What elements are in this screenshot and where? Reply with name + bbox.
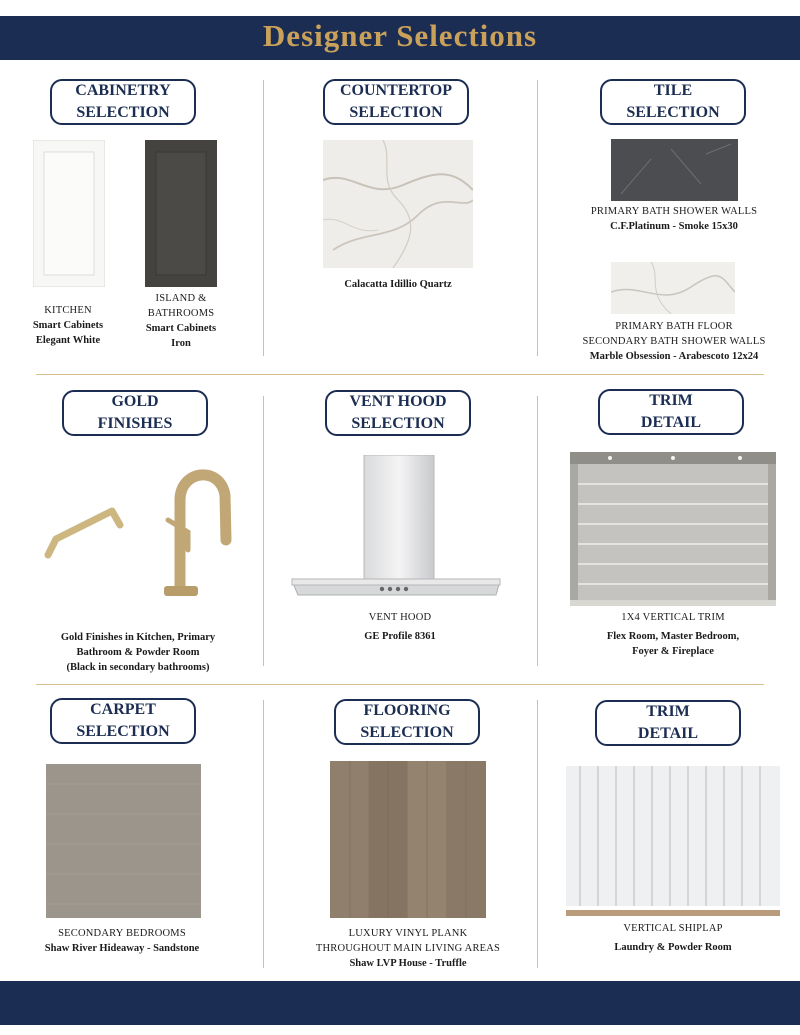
shiplap-caption — [566, 921, 780, 955]
label-line: SELECTION — [351, 415, 445, 432]
label-line: CABINETRY — [75, 82, 171, 99]
shower-tile-caption — [568, 204, 780, 234]
column-divider — [263, 396, 264, 666]
caption-line: SECONDARY BEDROOMS — [58, 928, 186, 939]
label-line: SELECTION — [76, 723, 170, 740]
column-divider — [537, 396, 538, 666]
caption-bold: Smart Cabinets — [145, 323, 217, 334]
caption-bold: Gold Finishes in Kitchen, Primary — [60, 632, 216, 643]
label-line: TRIM — [646, 703, 690, 720]
iron-cabinet-door-swatch — [145, 140, 217, 287]
caption-line: BATHROOMS — [147, 308, 215, 319]
label-line: DETAIL — [640, 414, 702, 431]
caption-bold: Shaw River Hideaway - Sandstone — [44, 943, 200, 954]
label-line: TRIM — [649, 392, 693, 409]
flooring-caption — [298, 926, 518, 971]
caption-bold: Foyer & Fireplace — [632, 646, 714, 657]
column-divider — [537, 80, 538, 356]
label-line: SELECTION — [626, 104, 720, 121]
label-line: VENT HOOD — [349, 393, 447, 410]
caption-bold: (Black in secondary bathrooms) — [66, 662, 210, 673]
caption-line: 1X4 VERTICAL TRIM — [621, 612, 725, 623]
row-divider-1 — [36, 374, 764, 375]
gold-faucet-image — [150, 460, 240, 600]
label-line: FINISHES — [97, 415, 173, 432]
caption-line: VERTICAL SHIPLAP — [623, 923, 723, 934]
countertop-caption — [298, 277, 498, 292]
gold-finishes-label — [62, 390, 208, 436]
trim-detail-label — [598, 389, 744, 435]
gold-cabinet-pull-image — [44, 505, 124, 561]
label-line: COUNTERTOP — [339, 82, 453, 99]
caption-bold: Flex Room, Master Bedroom, — [606, 631, 740, 642]
white-cabinet-door-swatch — [33, 140, 105, 287]
smoke-tile-swatch — [611, 139, 738, 201]
footer-bar — [0, 981, 800, 1025]
caption-line: ISLAND & — [155, 293, 207, 304]
tile-selection-label — [600, 79, 746, 125]
caption-line: SECONDARY BATH SHOWER WALLS — [582, 336, 766, 347]
carpet-swatch — [46, 764, 201, 918]
flooring-selection-label — [334, 699, 480, 745]
label-line: DETAIL — [637, 725, 699, 742]
carpet-selection-label — [50, 698, 196, 744]
caption-bold: Elegant White — [35, 335, 101, 346]
page-title: Designer Selections — [262, 18, 538, 53]
label-line: CARPET — [90, 701, 156, 718]
island-cabinet-caption — [130, 291, 232, 351]
vent-hood-image — [290, 455, 502, 605]
caption-bold: C.F.Platinum - Smoke 15x30 — [610, 221, 738, 232]
trim-detail-caption — [566, 610, 780, 659]
caption-bold: GE Profile 8361 — [364, 631, 436, 642]
caption-line: LUXURY VINYL PLANK — [348, 928, 468, 939]
vinyl-plank-swatch — [330, 761, 486, 918]
caption-line: PRIMARY BATH FLOOR — [615, 321, 733, 332]
caption-bold: Laundry & Powder Room — [614, 942, 732, 953]
caption-line: VENT HOOD — [368, 612, 432, 623]
trim-detail-label-2 — [595, 700, 741, 746]
carpet-caption — [22, 926, 222, 956]
column-divider — [263, 700, 264, 968]
row-divider-2 — [36, 684, 764, 685]
label-line: SELECTION — [349, 104, 443, 121]
label-line: FLOORING — [363, 702, 451, 719]
caption-bold: Smart Cabinets — [32, 320, 104, 331]
caption-line: PRIMARY BATH SHOWER WALLS — [590, 206, 758, 217]
countertop-selection-label — [323, 79, 469, 125]
column-divider — [537, 700, 538, 968]
caption-bold: Calacatta Idillio Quartz — [344, 279, 452, 290]
caption-line: THROUGHOUT MAIN LIVING AREAS — [315, 943, 501, 954]
caption-bold: Shaw LVP House - Truffle — [349, 958, 467, 969]
caption-bold: Bathroom & Powder Room — [76, 647, 200, 658]
column-divider — [263, 80, 264, 356]
label-line: SELECTION — [360, 724, 454, 741]
marble-tile-swatch — [611, 262, 735, 314]
vent-hood-selection-label — [325, 390, 471, 436]
vent-hood-caption — [300, 610, 500, 644]
gold-finishes-caption — [28, 630, 248, 675]
cabinetry-selection-label — [50, 79, 196, 125]
quartz-countertop-swatch — [323, 140, 473, 268]
floor-tile-caption — [558, 319, 790, 364]
caption-bold: Iron — [171, 338, 191, 349]
caption-line: KITCHEN — [44, 305, 92, 316]
kitchen-cabinet-caption — [18, 303, 118, 348]
horizontal-trim-wall-image — [570, 452, 776, 606]
label-line: TILE — [653, 82, 693, 99]
label-line: GOLD — [111, 393, 159, 410]
label-line: SELECTION — [76, 104, 170, 121]
vertical-shiplap-image — [566, 766, 780, 916]
caption-bold: Marble Obsession - Arabescoto 12x24 — [589, 351, 759, 362]
